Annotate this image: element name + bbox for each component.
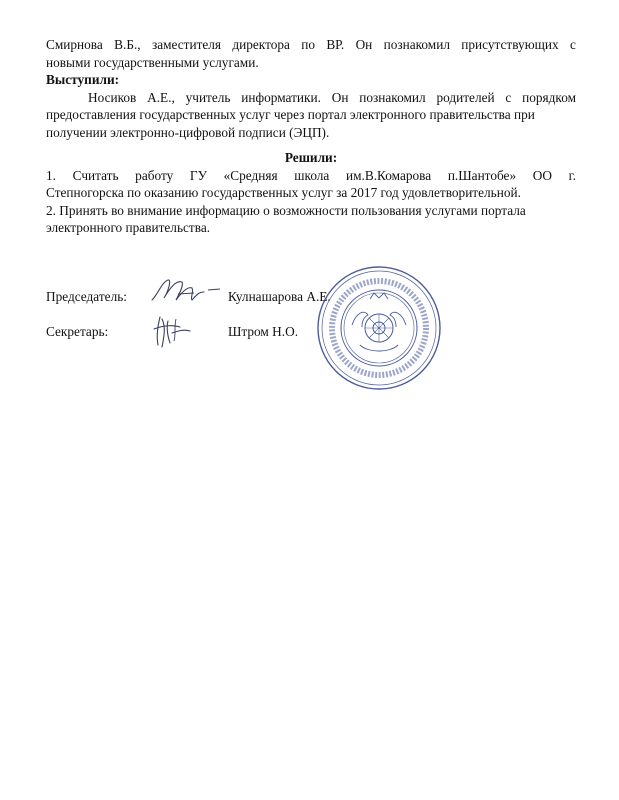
secretary-name: Штром Н.О. <box>228 324 299 339</box>
spoke-line-1: Носиков А.Е., учитель информатики. Он познакомил родителей с порядком <box>88 89 576 105</box>
chair-signature-row <box>46 288 346 308</box>
spoke-heading: Выступили: <box>46 72 120 87</box>
decided-item-2-line-2: электронного правительства. <box>46 220 211 235</box>
intro-line-2: новыми государственными услугами. <box>46 54 259 70</box>
decided-heading: Решили: <box>284 150 338 165</box>
secretary-signature-image <box>150 311 210 351</box>
chair-name: Кулнашарова А.Е. <box>228 289 331 304</box>
chair-signature-image <box>148 274 224 308</box>
official-seal-image <box>316 265 442 391</box>
secretary-signature-row <box>46 323 346 343</box>
decided-item-1-line-2: Степногорска по оказанию государственных услуг за 2017 год удовлетворительной. <box>46 185 521 200</box>
decided-item-2-line-1: 2. Принять во внимание информацию о возможности пользования услугами портала <box>46 202 526 218</box>
decided-section <box>46 149 576 237</box>
spoke-line-2: предоставления государственных услуг через портал электронного правительства при <box>46 107 535 122</box>
spoke-line-3: получении электронно-цифровой подписи (ЭЦП). <box>46 124 330 140</box>
secretary-label: Секретарь: <box>46 324 109 339</box>
spoke-section <box>46 71 576 141</box>
intro-paragraph <box>46 36 576 71</box>
intro-line-1: Смирнова В.Б., заместителя директора по ВР. Он познакомил присутствующих с <box>46 37 576 52</box>
chair-label: Председатель: <box>46 289 127 304</box>
decided-item-1-line-1: 1. Считать работу ГУ «Средняя школа им.В.Комарова п.Шантобе» ОО г. <box>46 167 576 183</box>
